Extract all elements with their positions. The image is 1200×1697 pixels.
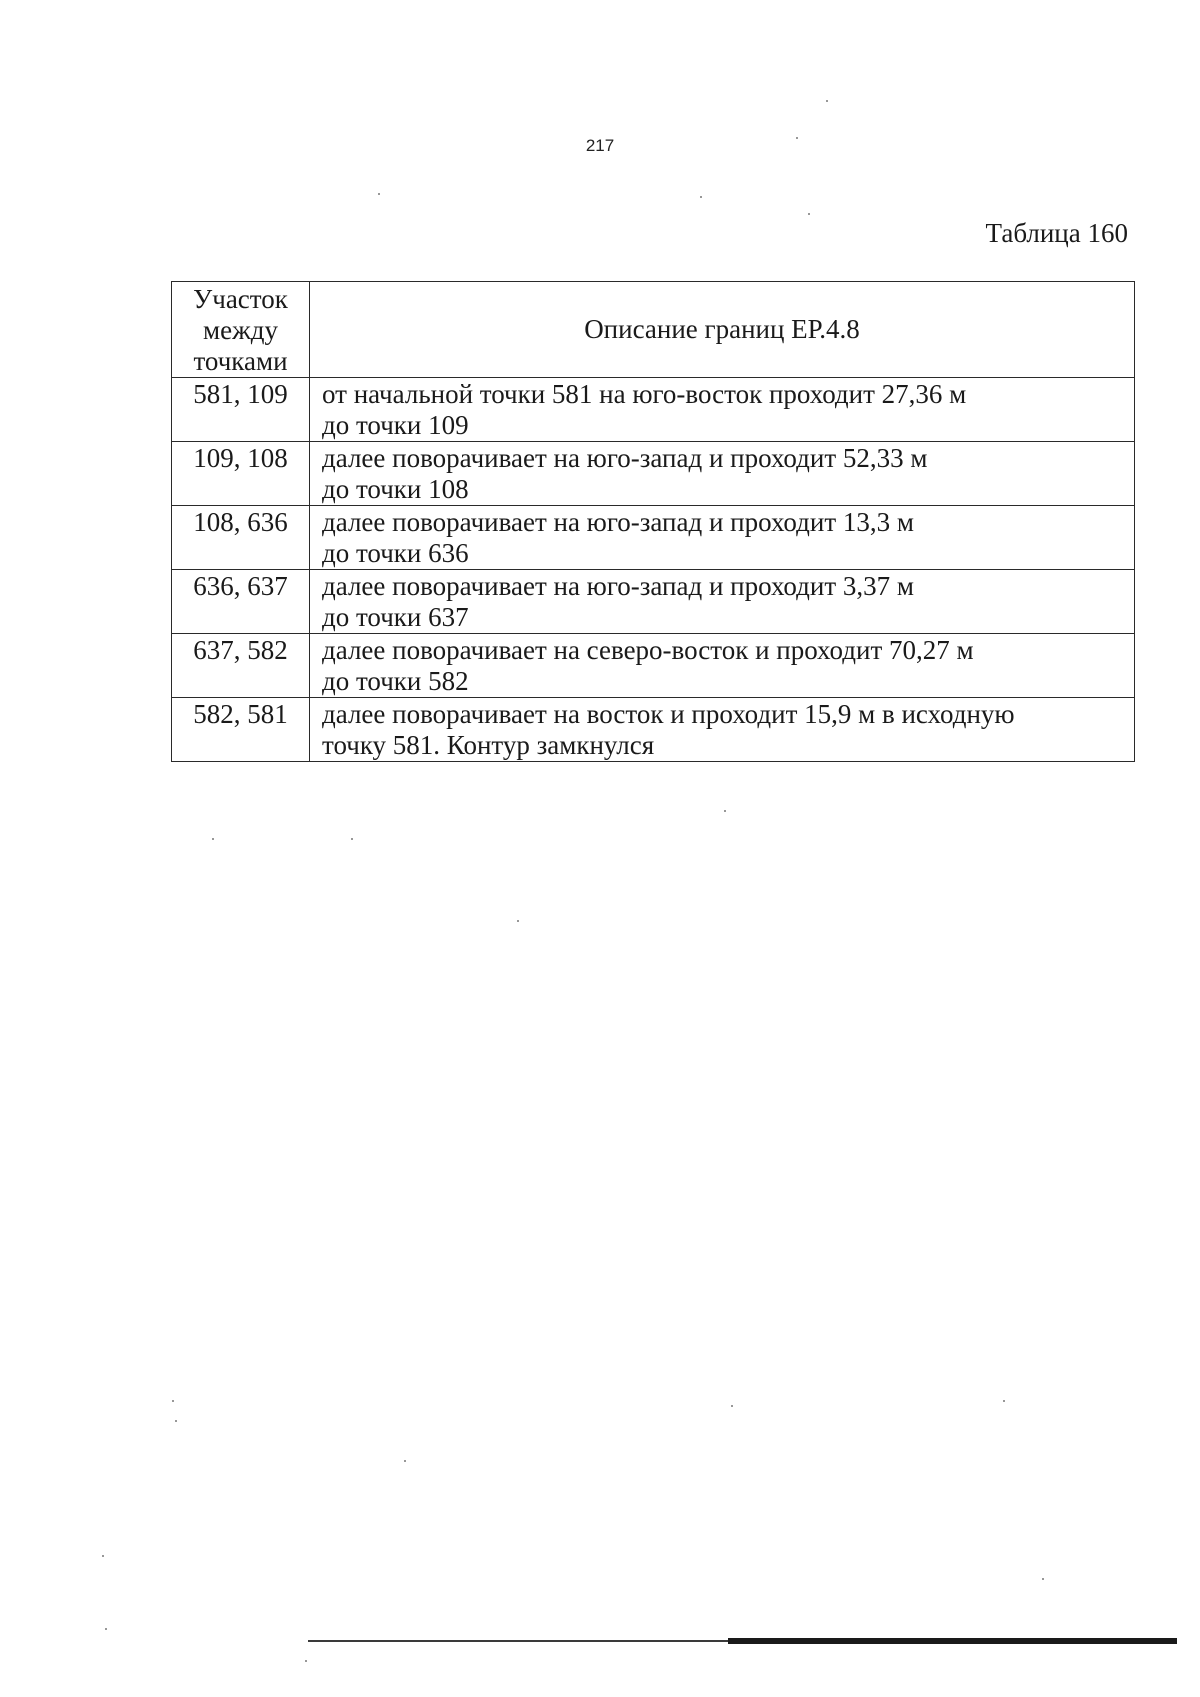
scan-speck [175, 1420, 177, 1422]
table-row [172, 634, 1135, 698]
scan-speck [305, 1660, 307, 1662]
table-header-row [172, 282, 1135, 378]
description-line: далее поворачивает на юго-запад и проходит 52,33 м [322, 443, 928, 473]
scan-speck [105, 1628, 107, 1630]
scan-speck [351, 838, 353, 840]
scan-speck [731, 1405, 733, 1407]
scan-speck [517, 920, 519, 922]
segment-cell: 582, 581 [172, 698, 310, 762]
scan-speck [1003, 1400, 1005, 1402]
description-cell [310, 442, 1135, 506]
description-line: до точки 636 [322, 538, 469, 568]
description-cell [310, 634, 1135, 698]
description-cell [310, 506, 1135, 570]
description-line: точку 581. Контур замкнулся [322, 730, 655, 760]
header-description-cell: Описание границ ЕР.4.8 [310, 282, 1135, 378]
bottom-rule [308, 1640, 728, 1642]
description-cell [310, 570, 1135, 634]
segment-cell: 637, 582 [172, 634, 310, 698]
description-line: далее поворачивает на восток и проходит 15,9 м в исходную [322, 699, 1015, 729]
scan-speck [826, 100, 828, 102]
table-row [172, 570, 1135, 634]
description-line: до точки 637 [322, 602, 469, 632]
description-line: далее поворачивает на северо-восток и проходит 70,27 м [322, 635, 974, 665]
table-row [172, 378, 1135, 442]
table-row [172, 442, 1135, 506]
page-number: 217 [585, 136, 615, 155]
scan-speck [212, 838, 214, 840]
segment-cell: 636, 637 [172, 570, 310, 634]
header-segment-line: между [203, 315, 278, 345]
scan-speck [808, 213, 810, 215]
boundary-description-table [171, 281, 1135, 762]
segment-cell: 581, 109 [172, 378, 310, 442]
description-line: далее поворачивает на юго-запад и проходит 13,3 м [322, 507, 914, 537]
header-segment-line: Участок [193, 284, 288, 314]
header-segment-cell [172, 282, 310, 378]
scan-speck [700, 196, 702, 198]
scan-speck [724, 810, 726, 812]
scan-speck [378, 193, 380, 195]
description-line: от начальной точки 581 на юго-восток проходит 27,36 м [322, 379, 967, 409]
scan-speck [102, 1555, 104, 1557]
segment-cell: 108, 636 [172, 506, 310, 570]
description-cell [310, 378, 1135, 442]
header-segment-line: точками [193, 346, 288, 376]
segment-cell: 109, 108 [172, 442, 310, 506]
description-line: до точки 109 [322, 410, 469, 440]
description-line: далее поворачивает на юго-запад и проходит 3,37 м [322, 571, 914, 601]
scan-speck [404, 1460, 406, 1462]
table-caption: Таблица 160 [985, 218, 1128, 248]
scan-speck [796, 137, 798, 139]
table-row [172, 698, 1135, 762]
table-row [172, 506, 1135, 570]
scan-speck [1042, 1578, 1044, 1580]
bottom-rule [728, 1638, 1177, 1644]
description-line: до точки 108 [322, 474, 469, 504]
description-line: до точки 582 [322, 666, 469, 696]
scan-speck [172, 1400, 174, 1402]
description-cell [310, 698, 1135, 762]
